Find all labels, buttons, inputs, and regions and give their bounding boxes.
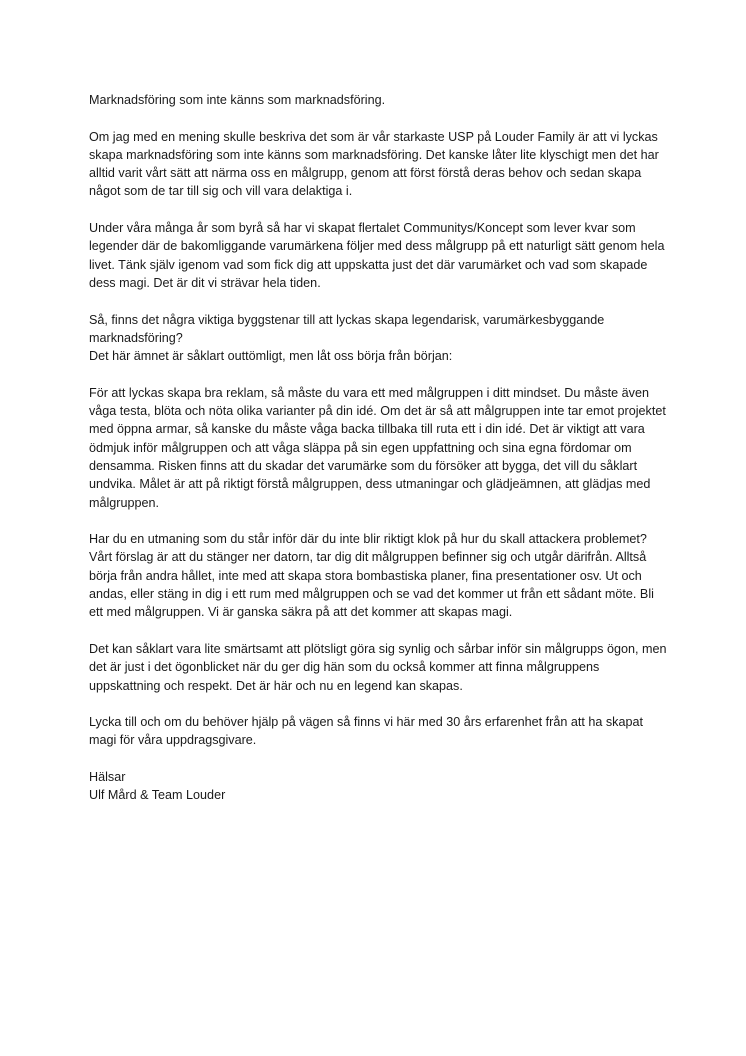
document-body — [89, 91, 669, 805]
signature: Ulf Mård & Team Louder — [89, 788, 226, 803]
paragraph-communities: Under våra många år som byrå så har vi skapat flertalet Communitys/Koncept som lever kvar som legender där de bakomliggande varumärkena följer med dess målgrupp på ett naturligt sätt genom hela livet. Tänk själv igenom vad som fick dig att uppskatta just det där varumärket och vad som skapade dess magi. Det är dit vi strävar hela tiden. — [89, 221, 665, 290]
closing-greeting: Hälsar — [89, 769, 126, 784]
document-heading: Marknadsföring som inte känns som marknadsföring. — [89, 93, 386, 107]
paragraph-question: Så, finns det några viktiga byggstenar till att lyckas skapa legendarisk, varumärkesbyggande marknadsföring? — [89, 312, 605, 345]
paragraph-challenge: Har du en utmaning som du står inför där du inte blir riktigt klok på hur du skall attackera problemet? Vårt förslag är att du stänger ner datorn, tar dig dit målgruppen befinner sig och utgår därifrån. Alltså börja från andra hållet, inte med att skapa stora bombastiska planer, fina presentationer osv. Ut och andas, eller stäng in dig i ett rum med målgruppen och se vad det kommer ut från ett sådant möte. Bli ett med målgruppen. Vi är ganska säkra på att det kommer att skapas magi. — [89, 532, 654, 620]
paragraph-mindset: För att lyckas skapa bra reklam, så måste du vara ett med målgruppen i ditt mindset. Du måste även våga testa, blöta och nöta olika varianter på din idé. Om det är så att målgruppen inte tar emot projektet med öppna armar, så kanske du måste våga backa tillbaka till ruta ett i din idé. Det är viktigt att vara ödmjuk inför målgruppen och att våga släppa på sin egen uppfattning och sina egna fördomar om densamma. Risken finns att du skadar det varumärke som du försöker att bygga, det vill du såklart undvika. Målet är att på riktigt förstå målgruppen, dess utmaningar och glädjeämnen, att glädjas med målgruppen. — [89, 385, 666, 510]
paragraph-usp: Om jag med en mening skulle beskriva det som är vår starkaste USP på Louder Family är att vi lyckas skapa marknadsföring som inte känns som marknadsföring. Det kanske låter lite klyschigt men det har alltid varit vårt sätt att närma oss en målgrupp, genom att först förstå deras behov och sedan skapa något som de tar till sig och vill vara delaktiga i. — [89, 129, 659, 199]
paragraph-intro: Det här ämnet är såklart outtömligt, men låt oss börja från början: — [89, 349, 453, 364]
paragraph-vulnerability: Det kan såklart vara lite smärtsamt att plötsligt göra sig synlig och sårbar inför sin målgrupps ögon, men det är just i det ögonblicket när du ger dig hän som du också kommer att finna målgruppens uppskattning och respekt. Det är här och nu en legend kan skapas. — [89, 641, 667, 693]
paragraph-good-luck: Lycka till och om du behöver hjälp på vägen så finns vi här med 30 års erfarenhet från att ha skapat magi för våra uppdragsgivare. — [89, 715, 643, 748]
